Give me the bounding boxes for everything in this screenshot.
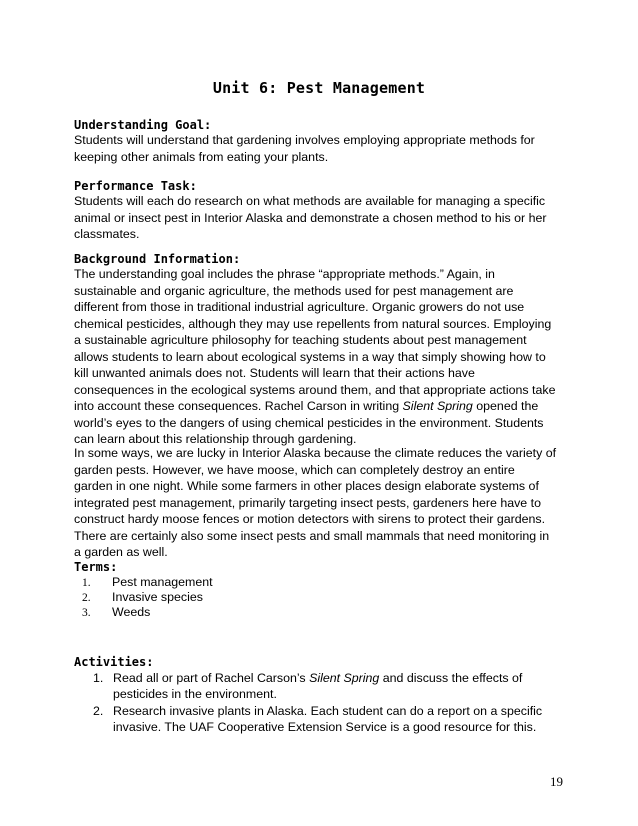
background-line: sustainable and organic agriculture, the methods used for pest management are bbox=[74, 283, 514, 298]
term-text: Pest management bbox=[112, 575, 213, 589]
activity-number: 2. bbox=[93, 704, 104, 718]
goal-text bbox=[74, 132, 574, 165]
page-title: Unit 6: Pest Management bbox=[212, 79, 426, 97]
background-line-text: opened the bbox=[472, 399, 539, 413]
background-line: The understanding goal includes the phrase “appropriate methods.” Again, in bbox=[74, 267, 495, 281]
page-number: 19 bbox=[550, 774, 563, 789]
term-text: Weeds bbox=[112, 605, 151, 619]
term-item bbox=[82, 605, 150, 621]
term-number: 3. bbox=[82, 607, 91, 619]
background-line-text: into account these consequences. Rachel Carson in writing bbox=[74, 399, 403, 413]
term-item bbox=[82, 590, 203, 606]
activity-line: Research invasive plants in Alaska. Each student can do a report on a specific bbox=[113, 704, 543, 718]
term-number: 1. bbox=[82, 577, 91, 589]
activities-heading: Activities: bbox=[74, 655, 154, 669]
background-line: consequences in the ecological systems around them, and that appropriate actions take bbox=[74, 382, 556, 397]
activity-number: 1. bbox=[93, 671, 104, 685]
goal-heading: Understanding Goal: bbox=[74, 118, 212, 132]
background-line: In some ways, we are lucky in Interior Alaska because the climate reduces the variety of bbox=[74, 446, 557, 460]
background-line: a garden as well. bbox=[74, 545, 168, 559]
goal-line: keeping other animals from eating your plants. bbox=[74, 149, 329, 164]
term-number: 2. bbox=[82, 592, 91, 604]
activity-text: and discuss the effects of bbox=[379, 671, 523, 685]
background-line: different from those in traditional industrial agriculture. Organic growers do not use bbox=[74, 300, 525, 314]
book-title: Silent Spring bbox=[309, 671, 380, 685]
activity-text: Read all or part of Rachel Carson’s bbox=[113, 671, 310, 685]
background-line: world’s eyes to the dangers of using chemical pesticides in the environment. Students bbox=[74, 415, 544, 430]
activity-line: invasive. The UAF Cooperative Extension Service is a good resource for this. bbox=[113, 720, 537, 734]
activity-line bbox=[113, 670, 522, 687]
background-paragraph-1 bbox=[74, 266, 574, 448]
background-line: chemical pesticides, although they may use repellents from natural sources. Employing bbox=[74, 316, 552, 331]
background-heading: Background Information: bbox=[74, 252, 241, 266]
task-heading: Performance Task: bbox=[74, 179, 197, 193]
background-line: a sustainable agriculture philosophy for teaching students about pest management bbox=[74, 333, 527, 347]
task-line: classmates. bbox=[74, 227, 140, 241]
term-text: Invasive species bbox=[112, 590, 203, 604]
task-line: animal or insect pest in Interior Alaska and demonstrate a chosen method to his or her bbox=[74, 210, 547, 225]
activity-line: pesticides in the environment. bbox=[113, 687, 277, 701]
background-line: kill unwanted animals does not. Students will learn that their actions have bbox=[74, 366, 475, 380]
book-title: Silent Spring bbox=[402, 399, 473, 413]
background-line bbox=[74, 398, 574, 415]
background-line: allows students to learn about ecological systems in a way that simply showing how to bbox=[74, 349, 546, 364]
background-line: There are certainly also some insect pests and small mammals that need monitoring in bbox=[74, 528, 550, 543]
background-line: garden in one night. While some farmers in other places design elaborate systems of bbox=[74, 479, 539, 493]
task-text bbox=[74, 193, 574, 243]
goal-line: Students will understand that gardening involves employing appropriate methods for bbox=[74, 133, 535, 147]
task-line: Students will each do research on what methods are available for managing a specific bbox=[74, 194, 546, 208]
background-line: integrated pest management, primarily targeting insect pests, gardeners here have to bbox=[74, 495, 541, 510]
background-line: construct hardy moose fences or motion detectors with sirens to protect their gardens. bbox=[74, 512, 546, 526]
background-line: garden pests. However, we have moose, which can completely destroy an entire bbox=[74, 462, 515, 477]
background-line: can learn about this relationship through gardening. bbox=[74, 432, 357, 446]
terms-heading: Terms: bbox=[74, 560, 118, 574]
term-item bbox=[82, 575, 213, 591]
background-paragraph-2 bbox=[74, 445, 574, 561]
